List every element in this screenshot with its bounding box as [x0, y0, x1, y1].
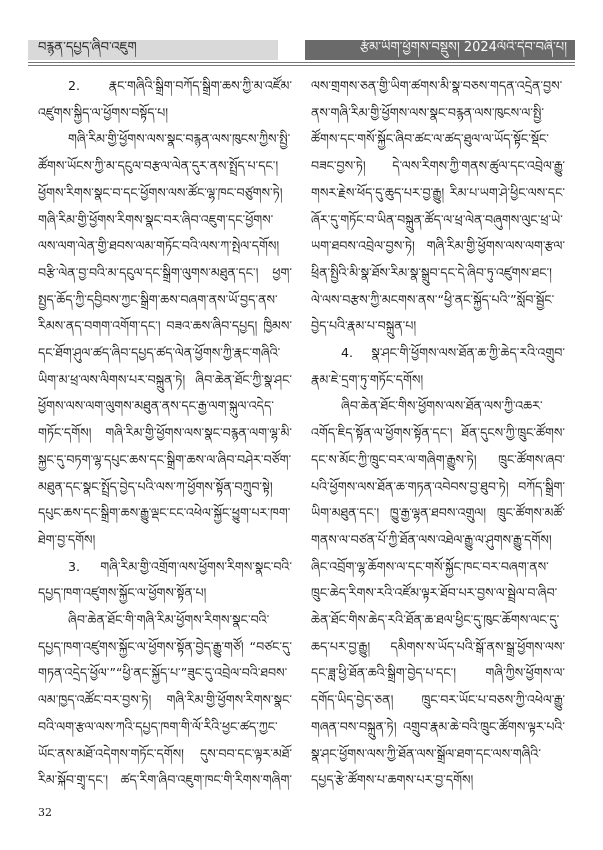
header-divider-thin: [28, 65, 575, 66]
section-heading: 3. གཞི་རིམ་གྱི་འགྲོག་ལས་ཕྱོགས་རིགས་སྣང་བའི་དཔྱད་ཁག་འཛུགས་སྐྱོང་ལ་ཕྱོགས་སྟོན་པ།: [38, 558, 292, 601]
header-divider: [28, 62, 575, 63]
section-heading: 2. རྣང་གཞིའི་སྒྲིག་བཀོད་སྒྲིག་ཆས་ཀྱི་མ་འཛོམ་འཛུགས་སྐྱིད་ལ་ཕྱོགས་བསྟོད་པ།: [38, 78, 292, 120]
page-number: 32: [38, 806, 52, 819]
left-text-column: [38, 73, 292, 793]
section-heading: 4. སྣ་ཤང་གི་ཕྱོགས་ལས་ཐོན་ཆ་ཀྱི་ཆེད་རའི་འགྲུབ་རྣམ་ཇེ་དྲག་ཏུ་གཏོང་དགོས།: [311, 345, 565, 387]
paragraph: གཞི་རིམ་གྱི་ཕྱོགས་ལས་སྣང་བརྙན་ལས་ཁུངས་ཀྱིས་སྤྱི་ཚོགས་ཡོངས་ཀྱི་མ་དངུལ་བརྩལ་ལེན་དུར་ནས་སྤྲོད་པ་དང་། ཕྱོགས་རིགས་སྣང་བ་དང་ཕྱོགས་ལས་ཚོང་ལྷ་ཁང་བཙུགས་ཏེ། གཞི་རིམ་གྱི་ཕྱོགས་རིགས་སྣང་བར་ཞིབ་འཇུག་དང་ཕྱོགས་ལས་ལག་ལེན་གྱི་ཐབས་ལམ་གཏོང་བའི་ལས་ཀ་སྤེལ་དགོས། བརྩི་ལེན་བྱ་བའི་མ་དངུལ་དང་སྒྲིག་ལུགས་མཐུན་དང་། ཕྱག་སྤྱད་ཆོད་ཀྱི་དབྱིབས་ཀྱང་སྒྲིག་ཆས་བཞག་ནས་ཡོ་བྱད་ནས་རིམས་ནད་བགག་འགོག་དང་། བཟའ་ཆས་ཞིབ་དཔྱད། ཁྱིམས་དང་ཐོག་ཤུལ་ཚད་ཞིབ་དཔྱད་ཚད་ལེན་ཕྱོགས་ཀྱི་རྣང་གཞིའི་ཡིག་མ་ཕྲ་ལས་ལིགས་པར་བསྐྲུན་ཏེ། ཞིབ་ཆེན་ཐོང་ཀྱི་སྣ་ཤང་ཕྱོགས་ལས་ལག་ལུགས་མཐུན་ནས་དང་རྒྱ་ལག་སྐུལ་འདེད་གཏོང་དགོས། གཞི་རིམ་གྱི་ཕྱོགས་ལས་སྣང་བརྙན་ལག་ལྷ་མི་སྐྱང་དུ་བཏག་ལྷ་དཔུང་ཆས་དང་སྒྲིག་ཆས་ལ་ཞིབ་བཤེར་བཙོག་མཐུན་དང་སྣང་སྤྲོད་བྱེད་པའི་ལས་ཀ་ཕྱོགས་སྟོན་བཀྲུབ་སྟེ། དཔུང་ཆས་དང་སྒྲིག་ཆས་རྒྱུ་ལྡང་ངང་འཕེལ་སྐྱོང་ཕྱུག་པར་ཁག་ཐེག་བྱ་དགོས།: [38, 131, 292, 547]
issue-title: རྩོམ་ཡིག་ཕྱོགས་བསྡུས། 2024ལོའི་དེབ་བཞི་པ།: [359, 39, 567, 55]
journal-title-bar: [28, 40, 278, 60]
paragraph: ཞིབ་ཆེན་ཐོང་གི་གཞི་རིམ་ཕྱོགས་རིགས་སྣང་བའི་དཔྱད་ཁག་འཛུགས་སྐྱོང་ལ་ཕྱོགས་སྟོན་བྱེད་རྒྱུ་གཙོ། “བཙང་དུ་གཏན་འདྲེད་ཕྱོལ་”“ཕྱི་ནང་སྐྱོད་པ་”ཟུང་དུ་འབྲེལ་བའི་ཐབས་ལམ་ཁྱད་འཚོང་བར་བྱས་ཏེ། གཞི་རིམ་གྱི་ཕྱོགས་རིགས་སྣང་བའི་ལག་རྩལ་ལས་ཀའི་དཔྱད་ཁག་གི་ལོ་རིའི་ཕྱང་ཚད་ཀྱང་ཡོང་ནས་མཐོ་འདེགས་གཏོང་དགོས། དུས་བབ་དང་ལྟར་མཐོ་རིམ་སྐོབ་གྲྭ་དང་། ཚད་རིག་ཞིབ་འཇུག་ཁང་གི་རིགས་གཞིག་: [38, 612, 292, 788]
paragraph: ལས་གྲགས་ཅན་གྱི་ཡིག་ཚགས་མི་སྣ་བཅས་གདན་འདྲེན་བྱས་ནས་གཞི་རིམ་གྱི་ཕྱོགས་ལས་སྣང་བརྙན་ལས་ཁུངས་ལ་སྤྱི་ཚོགས་དང་གསོ་སྐྱོང་ཞིབ་ཚང་ལ་ཚད་ཐུལ་ལ་ཡོད་སྟོང་སྡོང་བཟང་བྱས་ཏེ། དེ་ལས་རིགས་ཀྱི་གནས་ཚུལ་དང་འབྲེལ་རྒྱུ་གསར་རྗེས་ཕོད་དུ་ཆུད་པར་བྱ་རྒྱུ། རིམ་པ་ཡག་ཤེ་ཕྱིང་ལས་དང་ཞོར་དུ་གཏོང་བ་ཡིན་བསྐྲུན་ཚོད་ལ་ཕྲ་ལེན་བཞུགས་ལུང་ཕྲ་ཡེ་ཡག་ཐབས་འབྲེལ་བྱས་ཏེ། གཞི་རིམ་གྱི་ཕྱོགས་ལས་ལག་རྩལ་ཕྲིན་སྤྱིའི་མི་སྣ་ཐོས་རིམ་སྣ་སྒྲུབ་དང་དེ་ཞིབ་ཏུ་འཛུགས་ཐང་། ལེ་ལས་བརྩས་ཀྱི་མངགས་ནས་“ཕྱི་ནང་སྐྱོད་པའི་”སློབ་སྦྱོང་བྱེད་པའི་རྣམ་པ་བསྐྲུན་པ།: [311, 78, 565, 334]
issue-title-bar: [305, 40, 575, 60]
paragraph: ཞིབ་ཆེན་ཐོང་གིས་ཕྱོགས་ལས་ཐོན་ལས་ཀྱི་འཆར་འགོད་ཇིད་སྟོན་ལ་ཕྱོགས་སྟོན་དང་། ཐོན་དུངས་ཀྱི་ཁྲུང་ཚོགས་དང་ས་མོང་ཀྱི་ཁྲུང་བར་ལ་གཞིག་རྒྱུས་ཏེ། ཁྲུང་ཚོགས་ཞབ་པའི་ཕྱོགས་ལས་ཐོན་ཆ་གཏན་འབེབས་བྱ་ཐུབ་ཏེ། བཀོད་སྒྲིག་ཡིག་མཐུན་དང་། ཁྱུ་རྒྱ་ལྷན་ཐབས་འགྲུལ། ཁྲུང་ཚོགས་མཚོ་གནས་ལ་བཙན་པོ་ཀྱི་ཐོན་ལས་འཐེལ་རྒྱུ་ལ་ཤུགས་རྒྱུ་དགོས། ཞིང་འབྲོག་ལྷ་ཆོགས་ལ་དང་གསོ་སྐྱོང་ཁང་བར་བཞག་ནས་ཁྲུང་ཆེད་རིགས་རའི་འཛོམ་ལྟར་ཐོབ་པར་བྱས་ལ་སྦྲེལ་བ་ཞིབ་ཆེན་ཐོང་གིས་ཆེད་རའི་ཐོན་ཆ་ཐལ་ཕྱིང་དུ་ཁུང་ཆོགས་ལང་དུ་ཆད་པར་བྱ་རྒྱུ། དམིགས་ས་ཡོད་པའི་སྒོ་ནས་སྒྲ་ཕྱོགས་ལས་དང་ཟླ་ཕྱི་ཐོན་ཆའི་སྒྲིག་བྱེད་པ་དང་། གཞི་ཀྱིས་ཕྱོགས་ལ་དགོད་ཡིད་བྱེད་ཅན། ཁྲུང་བར་ཡོང་པ་བཅས་ཀྱི་འཕེལ་རྒྱུ་གཞན་བས་བསྐྲུན་ཏེ། འགྲུབ་རྣམ་ཆེ་བའི་ཁྲུང་ཚོགས་ལྟར་པའི་སྣ་ཤང་ཕྱོགས་ལས་ཀྱི་ཐོན་ལས་སྒྲོལ་ཐག་དང་ལས་གཞིའི་དཔྱད་རྩེ་ཚོགས་པ་ཆགས་པར་བྱ་དགོས།: [311, 398, 565, 788]
right-text-column: [311, 73, 565, 793]
journal-title: བརྙན་དཔྱད་ཞིབ་འཇུག: [38, 39, 137, 55]
